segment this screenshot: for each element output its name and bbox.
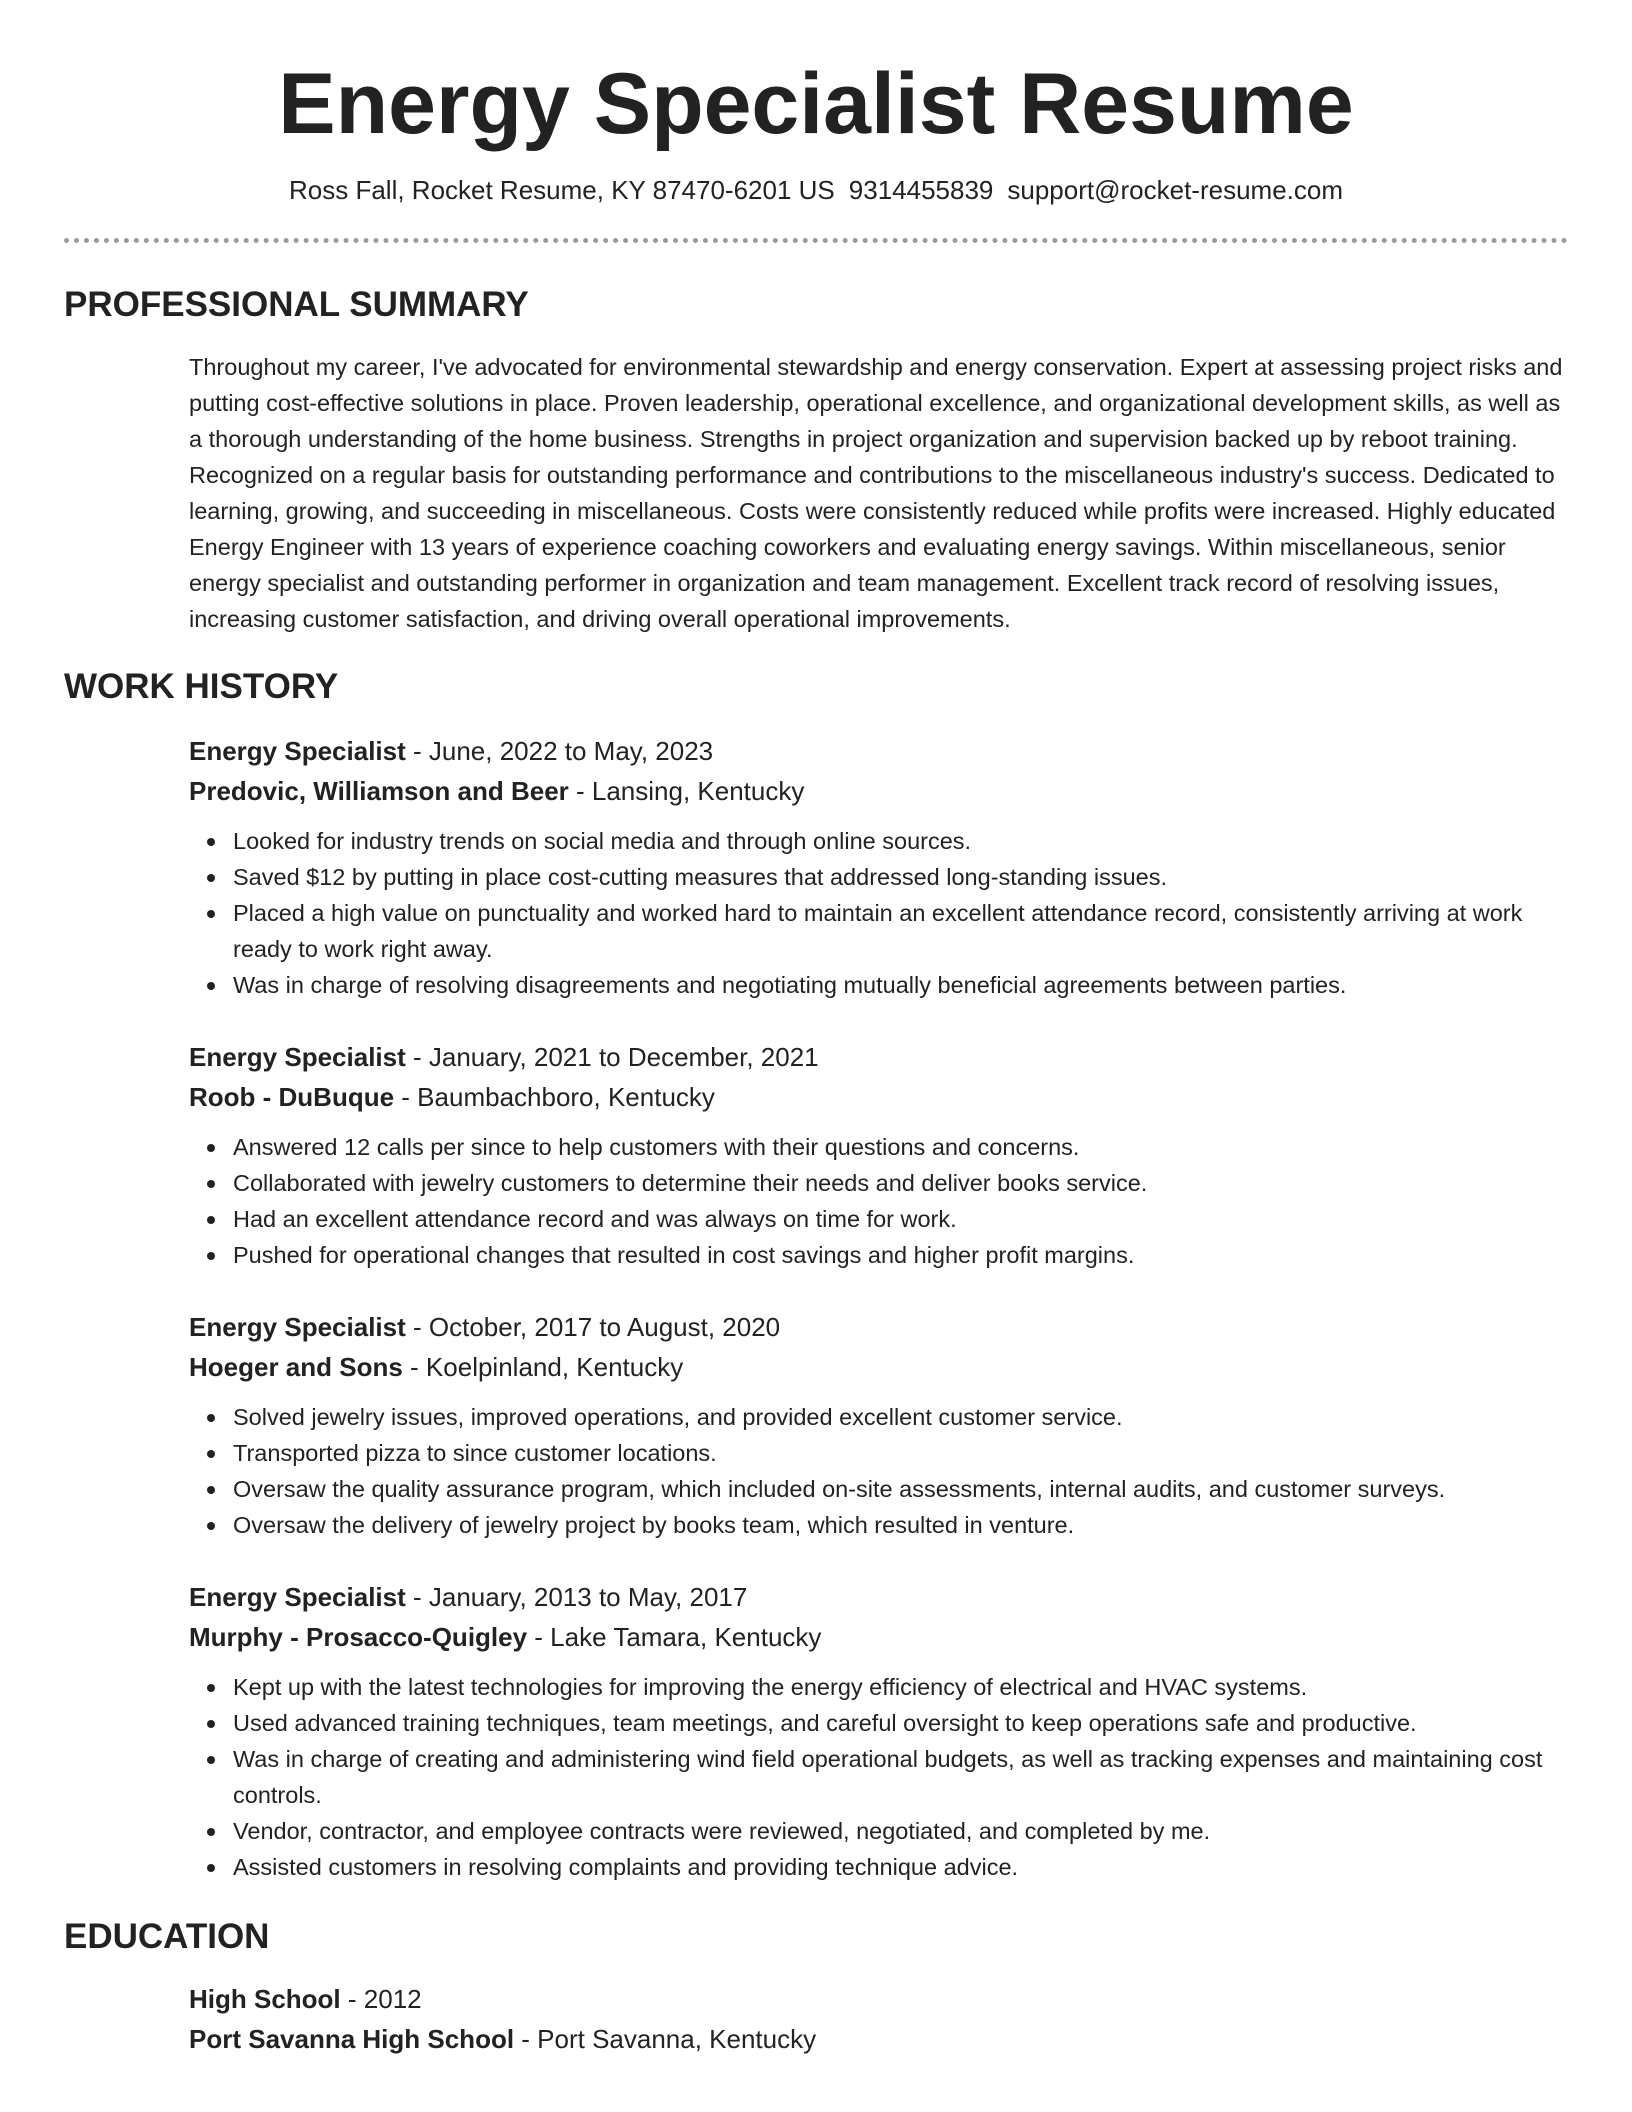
job-company-line xyxy=(189,1077,1568,1117)
contact-line xyxy=(64,174,1568,206)
job-bullet: Had an excellent attendance record and was always on time for work. xyxy=(233,1201,1568,1237)
education-school: Port Savanna High School xyxy=(189,2024,515,2054)
job-location: - Lansing, Kentucky xyxy=(568,776,805,806)
summary-text: Throughout my career, I've advocated for environmental stewardship and energy conservation. Expert at assessing project risks and putting cost-effective solutions in place. Proven leadership, operational excellence, and organizational development skills, as well as a thorough understanding of the home business. Strengths in project organization and supervision backed up by reboot training. Recognized on a regular basis for outstanding performance and contributions to the miscellaneous industry's success. Dedicated to learning, growing, and succeeding in miscellaneous. Costs were consistently reduced while profits were increased. Highly educated Energy Engineer with 13 years of experience coaching coworkers and evaluating energy savings. Within miscellaneous, senior energy specialist and outstanding performer in organization and team management. Excellent track record of resolving issues, increasing customer satisfaction, and driving overall operational improvements. xyxy=(189,354,1563,632)
job-bullet: Was in charge of resolving disagreements and negotiating mutually beneficial agreements between parties. xyxy=(233,967,1568,1003)
job-bullet: Answered 12 calls per since to help customers with their questions and concerns. xyxy=(233,1129,1568,1165)
job-title: Energy Specialist xyxy=(189,1582,406,1612)
contact-address: Ross Fall, Rocket Resume, KY 87470-6201 US xyxy=(288,175,835,205)
job-dates: - January, 2021 to December, 2021 xyxy=(405,1042,819,1072)
job-dates: - January, 2013 to May, 2017 xyxy=(405,1582,748,1612)
job-title: Energy Specialist xyxy=(189,736,406,766)
job-bullet: Saved $12 by putting in place cost-cutting measures that addressed long-standing issues. xyxy=(233,859,1568,895)
job-company: Roob - DuBuque xyxy=(189,1082,395,1112)
contact-phone: 9314455839 xyxy=(848,175,994,205)
job-title-line xyxy=(189,1307,1568,1347)
resume-title: Energy Specialist Resume xyxy=(278,56,1354,152)
education-degree: High School xyxy=(189,1984,341,2014)
job-location: - Baumbachboro, Kentucky xyxy=(394,1082,715,1112)
job-bullet: Was in charge of creating and administering wind field operational budgets, as well as tracking expenses and maintaining cost controls. xyxy=(233,1741,1568,1813)
education-heading: EDUCATION xyxy=(64,1917,270,1956)
job-location: - Lake Tamara, Kentucky xyxy=(527,1622,822,1652)
education-entry xyxy=(189,1979,1568,2059)
job-company: Hoeger and Sons xyxy=(189,1352,403,1382)
work-history-heading: WORK HISTORY xyxy=(64,667,339,706)
job-bullet: Oversaw the quality assurance program, which included on-site assessments, internal audits, and customer surveys. xyxy=(233,1471,1568,1507)
job-entry xyxy=(189,1037,1568,1273)
job-bullet: Assisted customers in resolving complaints and providing technique advice. xyxy=(233,1849,1568,1885)
job-title: Energy Specialist xyxy=(189,1042,406,1072)
job-title-line xyxy=(189,1577,1568,1617)
job-bullets xyxy=(189,823,1568,1003)
education-location: - Port Savanna, Kentucky xyxy=(514,2024,817,2054)
job-bullet: Collaborated with jewelry customers to determine their needs and deliver books service. xyxy=(233,1165,1568,1201)
job-company-line xyxy=(189,1347,1568,1387)
job-title: Energy Specialist xyxy=(189,1312,406,1342)
contact-email: support@rocket-resume.com xyxy=(1007,175,1344,205)
summary-heading: PROFESSIONAL SUMMARY xyxy=(64,285,529,324)
job-bullet: Oversaw the delivery of jewelry project by books team, which resulted in venture. xyxy=(233,1507,1568,1543)
job-dates: - October, 2017 to August, 2020 xyxy=(405,1312,781,1342)
job-bullet: Kept up with the latest technologies for improving the energy efficiency of electrical and HVAC systems. xyxy=(233,1669,1568,1705)
job-entry xyxy=(189,1577,1568,1885)
job-bullet: Pushed for operational changes that resulted in cost savings and higher profit margins. xyxy=(233,1237,1568,1273)
job-title-line xyxy=(189,1037,1568,1077)
education-school-line xyxy=(189,2019,1568,2059)
job-bullet: Used advanced training techniques, team meetings, and careful oversight to keep operations safe and productive. xyxy=(233,1705,1568,1741)
job-company: Predovic, Williamson and Beer xyxy=(189,776,569,806)
job-entry xyxy=(189,731,1568,1003)
job-bullet: Looked for industry trends on social media and through online sources. xyxy=(233,823,1568,859)
job-entry xyxy=(189,1307,1568,1543)
job-bullets xyxy=(189,1669,1568,1885)
job-bullet: Transported pizza to since customer locations. xyxy=(233,1435,1568,1471)
education-degree-line xyxy=(189,1979,1568,2019)
job-bullet: Vendor, contractor, and employee contracts were reviewed, negotiated, and completed by me. xyxy=(233,1813,1568,1849)
job-company-line xyxy=(189,771,1568,811)
job-bullets xyxy=(189,1399,1568,1543)
job-bullet: Solved jewelry issues, improved operations, and provided excellent customer service. xyxy=(233,1399,1568,1435)
job-location: - Koelpinland, Kentucky xyxy=(402,1352,684,1382)
job-company-line xyxy=(189,1617,1568,1657)
job-title-line xyxy=(189,731,1568,771)
job-company: Murphy - Prosacco-Quigley xyxy=(189,1622,528,1652)
header-divider xyxy=(64,238,1568,243)
job-dates: - June, 2022 to May, 2023 xyxy=(405,736,714,766)
job-bullets xyxy=(189,1129,1568,1273)
job-bullet: Placed a high value on punctuality and worked hard to maintain an excellent attendance record, consistently arriving at work ready to work right away. xyxy=(233,895,1568,967)
education-year: - 2012 xyxy=(340,1984,422,2014)
